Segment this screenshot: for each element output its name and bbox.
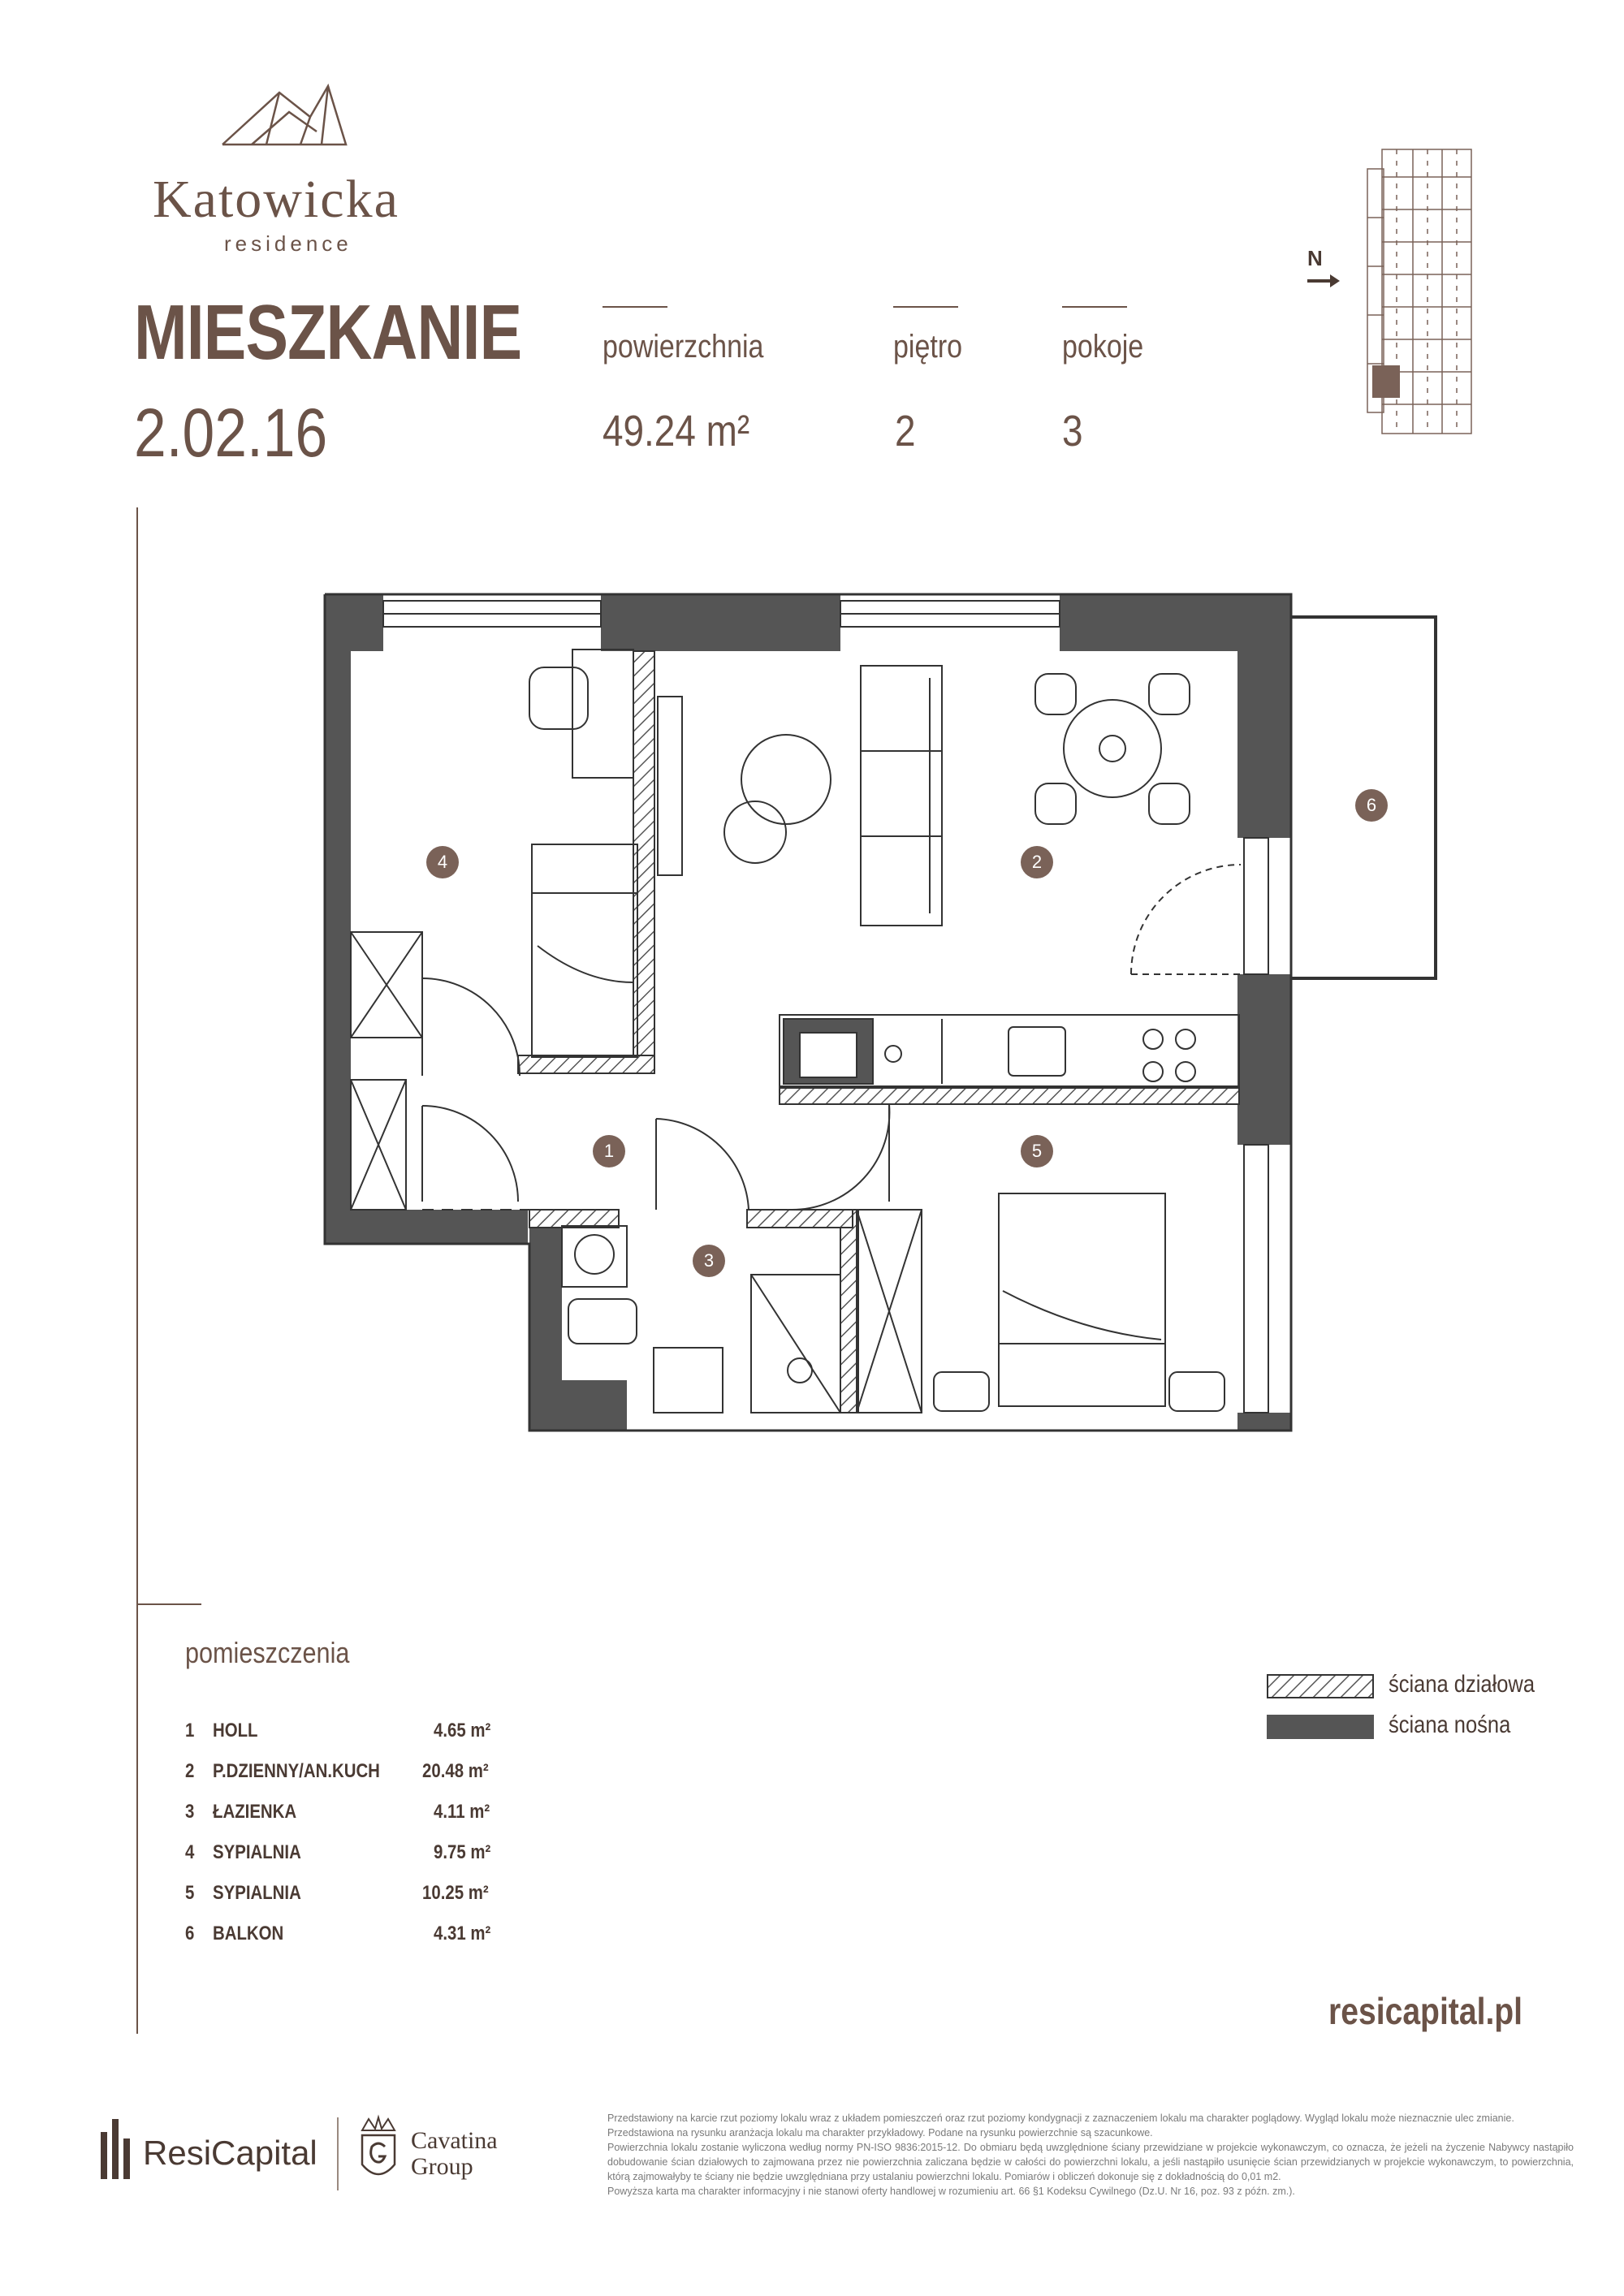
arrow-right-icon (1306, 272, 1341, 290)
stat-value-rooms: 3 (1062, 407, 1083, 455)
room-area: 20.48 m² (422, 1760, 489, 1782)
north-indicator (1306, 248, 1346, 296)
room-area: 9.75 m² (434, 1841, 491, 1863)
room-name: BALKON (213, 1923, 284, 1944)
stat-value-floor: 2 (895, 407, 916, 455)
stat-rule-area (603, 306, 667, 308)
stat-label-floor: piętro (893, 329, 963, 365)
room-num: 4 (185, 1841, 195, 1863)
page-title: MIESZKANIE (134, 289, 522, 376)
cavatina-crest-icon (357, 2114, 400, 2187)
room-num: 2 (185, 1760, 195, 1782)
rooms-list (185, 1720, 542, 1963)
room-row (185, 1882, 542, 1923)
room-area: 4.31 m² (434, 1923, 491, 1944)
room-num: 3 (185, 1801, 195, 1823)
website-link[interactable]: resicapital.pl (1328, 1990, 1523, 2032)
brand-name: Katowicka (153, 170, 400, 229)
room-marker-5: 5 (1021, 1135, 1053, 1167)
disclaimer-line: Powyższa karta ma charakter informacyjny i nie stanowi oferty handlowej w rozumieniu art. 66 §1 Kodeksu Cywilnego (Dz.U. Nr 16, poz. 93 z późn. zm.). (607, 2186, 1295, 2197)
room-row (185, 1760, 542, 1801)
resicapital-mark-icon (99, 2116, 135, 2181)
legend-load-bearing-label: ściana nośna (1389, 1711, 1511, 1738)
cavatina-logo-line1: Cavatina (411, 2127, 498, 2154)
stat-label-rooms: pokoje (1062, 329, 1144, 365)
stat-label-area: powierzchnia (603, 329, 764, 365)
floor-plan (317, 585, 1453, 1445)
room-marker-2: 2 (1021, 846, 1053, 878)
cavatina-logo-line2: Group (411, 2153, 473, 2180)
north-label: N (1307, 246, 1323, 270)
room-num: 6 (185, 1923, 195, 1944)
mountain-logo-icon (219, 81, 349, 148)
partition-wall-swatch (1267, 1674, 1374, 1698)
resicapital-logo-text: ResiCapital (143, 2134, 317, 2172)
building-key-plan (1364, 145, 1478, 437)
stat-value-area: 49.24 m² (603, 407, 750, 455)
cavatina-logo (357, 2114, 536, 2189)
room-marker-3: 3 (693, 1245, 725, 1277)
room-name: SYPIALNIA (213, 1882, 301, 1904)
room-marker-1: 1 (593, 1135, 625, 1167)
disclaimer-line: Przedstawiona na rysunku aranżacja lokalu ma charakter przykładowy. Podane na rysunku powierzchnie są szacunkowe. (607, 2127, 1153, 2138)
disclaimer-line: Przedstawiony na karcie rzut poziomy lokalu wraz z układem pomieszczeń oraz rzut poziomy kondygnacji z zaznaczeniem lokalu ma charakter poglądowy. Wygląd lokalu może nieznacznie ulec zmianie. (607, 2113, 1514, 2124)
room-num: 1 (185, 1720, 195, 1741)
room-area: 10.25 m² (422, 1882, 489, 1904)
room-name: SYPIALNIA (213, 1841, 301, 1863)
room-row (185, 1923, 542, 1963)
disclaimer-line: Powierzchnia lokalu zostanie wyliczona według normy PN-ISO 9836:2015-12. Do obmiaru będą uwzględnione ściany przewidziane w projekcie wykonawczym, co oznacza, że jeżeli na życzenie Nabywcy nastąpiło dobudowanie ścian działowych to zajmowana przez nie powierzchnia zaliczana będzie w całości do powierzchni lokalu, a jeśli nastąpiło usunięcie ścian przewidzianych w projekcie wykonawczym, to powierzchnia, którą zajmowałyby te ściany nie będzie uwzględniana przy ustalaniu powierzchni lokalu. Pomiarów i obliczeń dokonuje się z dokładnością do 0,01 m2. (607, 2142, 1574, 2182)
room-marker-4: 4 (426, 846, 459, 878)
rooms-title: pomieszczenia (185, 1636, 350, 1669)
logo-divider (337, 2117, 339, 2190)
legend-partition-label: ściana działowa (1389, 1671, 1535, 1698)
room-area: 4.11 m² (434, 1801, 490, 1823)
apartment-number: 2.02.16 (134, 395, 328, 471)
room-name: ŁAZIENKA (213, 1801, 297, 1823)
frame-rule-vertical (136, 507, 138, 2034)
room-area: 4.65 m² (434, 1720, 491, 1741)
frame-rule-horizontal (136, 1603, 201, 1605)
room-num: 5 (185, 1882, 195, 1904)
room-row (185, 1841, 542, 1882)
load-bearing-wall-swatch (1267, 1715, 1374, 1739)
disclaimer (607, 2111, 1574, 2199)
room-name: P.DZIENNY/AN.KUCH (213, 1760, 380, 1782)
room-name: HOLL (213, 1720, 258, 1741)
brand-subtitle: residence (224, 231, 352, 256)
resicapital-logo (99, 2116, 318, 2181)
room-marker-6: 6 (1355, 789, 1388, 822)
stat-rule-rooms (1062, 306, 1127, 308)
room-row (185, 1801, 542, 1841)
stat-rule-floor (893, 306, 958, 308)
room-row (185, 1720, 542, 1760)
